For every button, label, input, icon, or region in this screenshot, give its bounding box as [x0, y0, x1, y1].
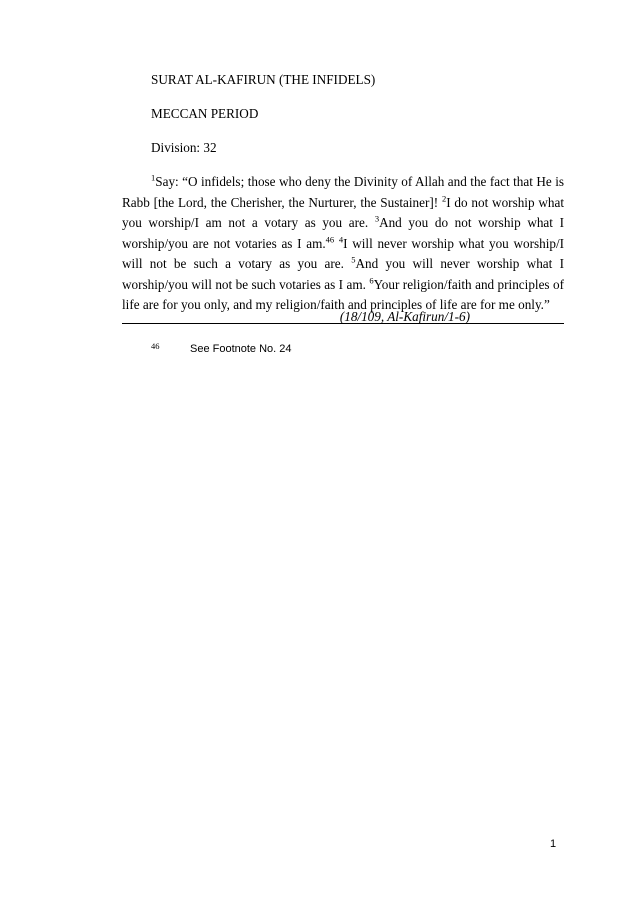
- verse-number: 4: [338, 234, 344, 245]
- verse-text: Say: “O infidels; those who deny the Divinity of Allah and the fact that He is Rabb [the Lord, the Cherisher, the Nurturer, the Sustainer]!: [122, 174, 564, 210]
- footnote-reference[interactable]: 46: [325, 234, 335, 245]
- verse-text: Your religion/faith and principles of life are for you only, and my religion/faith and principles of life are for me only.”: [122, 276, 564, 312]
- verse-text: I will never worship what you worship/I will not be such a votary as you are.: [122, 235, 565, 271]
- verse-text: And you will never worship what I worship/you will not be such votaries as I am.: [122, 256, 564, 292]
- division-label: Division: 32: [151, 140, 217, 155]
- period-label: MECCAN PERIOD: [151, 106, 259, 121]
- verse-number: 6: [369, 275, 374, 286]
- verse-paragraph: [122, 172, 564, 316]
- verse-number: 2: [441, 193, 447, 204]
- footnote-divider: [122, 323, 564, 324]
- page-number: 1: [550, 838, 557, 850]
- verse-reference: (18/109, Al-Kafirun/1-6): [339, 309, 470, 324]
- verse-number: 1: [151, 172, 156, 183]
- verse-number: 5: [351, 254, 356, 265]
- surah-title: SURAT AL-KAFIRUN (THE INFIDELS): [151, 72, 376, 87]
- verse-text: And you do not worship what I worship/you are not votaries as I am.: [122, 215, 564, 251]
- verse-text: I do not worship what you worship/I am not a votary as you are.: [122, 194, 564, 230]
- footnote-number: 46: [151, 341, 160, 351]
- footnote-text: See Footnote No. 24: [190, 343, 292, 355]
- verse-number: 3: [374, 213, 380, 224]
